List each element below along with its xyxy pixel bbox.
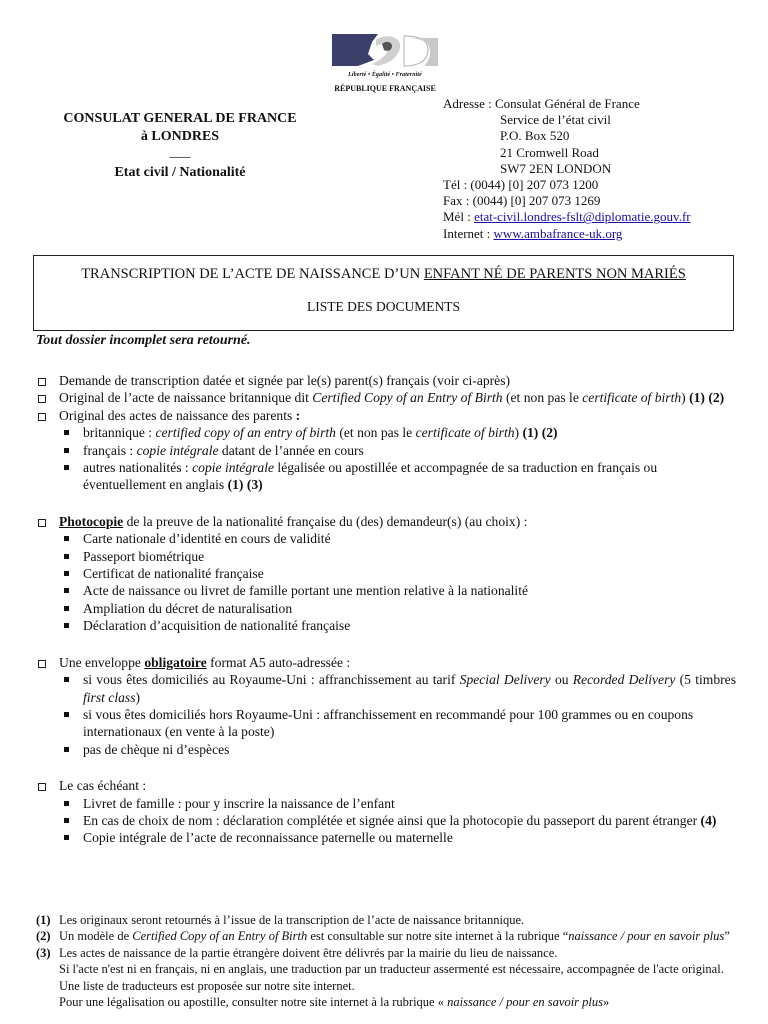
sub-list-item: En cas de choix de nom : déclaration complétée et signée ainsi que la photocopie du passeport du parent étranger (4) bbox=[36, 812, 736, 829]
checkbox-bullet-icon bbox=[38, 378, 46, 386]
square-bullet-icon bbox=[64, 588, 69, 593]
sub-list-item: britannique : certified copy of an entry of birth (et non pas le certificate of birth) (1) (2) bbox=[36, 424, 736, 441]
service-name: Etat civil / Nationalité bbox=[114, 165, 246, 180]
email-row bbox=[443, 209, 691, 225]
square-bullet-icon bbox=[64, 747, 69, 752]
sub-list-item: Certificat de nationalité française bbox=[36, 565, 736, 582]
list-item: Demande de transcription datée et signée par le(s) parent(s) français (voir ci-après) bbox=[36, 372, 736, 389]
address-block bbox=[443, 96, 691, 242]
republique-francaise-text: RÉPUBLIQUE FRANÇAISE bbox=[334, 84, 436, 93]
document-title bbox=[34, 266, 733, 283]
sub-list-item: si vous êtes domiciliés hors Royaume-Uni : affranchissement en recommandé pour 100 grammes ou en coupons internationaux (en vente à la poste) bbox=[36, 706, 736, 741]
consulate-name: CONSULAT GENERAL DE FRANCE bbox=[63, 111, 297, 126]
list-item: Le cas échéant : bbox=[36, 777, 736, 794]
title-underlined: ENFANT NÉ DE PARENTS NON MARIÉS bbox=[423, 266, 686, 282]
address-line: P.O. Box 520 bbox=[500, 128, 570, 144]
list-item: Photocopie de la preuve de la nationalité française du (des) demandeur(s) (au choix) : bbox=[36, 513, 736, 530]
sub-list-item: Carte nationale d’identité en cours de validité bbox=[36, 530, 736, 547]
sub-list-item: français : copie intégrale datant de l’année en cours bbox=[36, 442, 736, 459]
warning-text: Tout dossier incomplet sera retourné. bbox=[36, 333, 251, 348]
consulate-city: à LONDRES bbox=[140, 129, 220, 144]
title-box bbox=[33, 255, 734, 331]
address-label: Adresse : Consulat Général de France bbox=[443, 96, 640, 111]
sub-list-item: Ampliation du décret de naturalisation bbox=[36, 600, 736, 617]
sub-list-item: pas de chèque ni d’espèces bbox=[36, 741, 736, 758]
marianne-logo bbox=[328, 30, 442, 96]
footnotes bbox=[36, 912, 736, 1010]
footnote: (1) Les originaux seront retournés à l’issue de la transcription de l’acte de naissance britannique. bbox=[36, 913, 525, 927]
square-bullet-icon bbox=[64, 818, 69, 823]
document-subtitle: LISTE DES DOCUMENTS bbox=[306, 299, 460, 314]
list-item: Une enveloppe obligatoire format A5 auto-adressée : bbox=[36, 654, 736, 671]
email-label: Mél : bbox=[443, 209, 475, 225]
website-link[interactable]: www.ambafrance-uk.org bbox=[493, 225, 623, 241]
address-line: SW7 2EN LONDON bbox=[500, 160, 612, 176]
email-link[interactable]: etat-civil.londres-fslt@diplomatie.gouv.fr bbox=[474, 209, 691, 225]
header-separator: ___ bbox=[169, 145, 191, 160]
square-bullet-icon bbox=[64, 465, 69, 470]
checkbox-bullet-icon bbox=[38, 660, 46, 668]
square-bullet-icon bbox=[64, 430, 69, 435]
footnote: (3) Les actes de naissance de la partie étrangère doivent être délivrés par la mairie du lieu de naissance. Si l'acte n'est ni en français, ni en anglais, une traduction par un traducteur assermenté est nécessaire, accompagnée de l'acte original. Une liste de traducteurs est proposée sur notre site internet. Pour une légalisation ou apostille, consulter notre site internet à la rubrique « naissance / pour en savoir plus» bbox=[36, 945, 724, 1010]
sub-list-item: Copie intégrale de l’acte de reconnaissance paternelle ou maternelle bbox=[36, 829, 736, 846]
consulate-header bbox=[40, 110, 320, 182]
square-bullet-icon bbox=[64, 448, 69, 453]
square-bullet-icon bbox=[64, 571, 69, 576]
square-bullet-icon bbox=[64, 554, 69, 559]
fax: Fax : (0044) [0] 207 073 1269 bbox=[443, 193, 601, 209]
checkbox-bullet-icon bbox=[38, 395, 46, 403]
square-bullet-icon bbox=[64, 712, 69, 717]
footnote-number: (2) bbox=[36, 929, 51, 944]
title-prefix: TRANSCRIPTION DE L’ACTE DE NAISSANCE D’UN bbox=[81, 266, 424, 282]
square-bullet-icon bbox=[64, 801, 69, 806]
sub-list-item: Livret de famille : pour y inscrire la naissance de l’enfant bbox=[36, 795, 736, 812]
sub-list-item: si vous êtes domiciliés au Royaume-Uni : affranchissement au tarif Special Delivery ou Recorded Delivery (5 timbres first class) bbox=[36, 671, 736, 706]
footnote: (2) Un modèle de Certified Copy of an Entry of Birth est consultable sur notre site internet à la rubrique “naissance / pour en savoir plus” bbox=[36, 929, 730, 944]
square-bullet-icon bbox=[64, 835, 69, 840]
document-list bbox=[36, 372, 736, 847]
internet-label: Internet : bbox=[443, 225, 494, 241]
sub-list-item: Déclaration d’acquisition de nationalité française bbox=[36, 617, 736, 634]
square-bullet-icon bbox=[64, 677, 69, 682]
list-item: Original de l’acte de naissance britannique dit Certified Copy of an Entry of Birth (et non pas le certificate of birth) (1) (2) bbox=[36, 389, 736, 406]
footnote-number: (3) bbox=[36, 945, 51, 960]
footnote-number: (1) bbox=[36, 913, 51, 927]
address-line: 21 Cromwell Road bbox=[500, 144, 599, 160]
checkbox-bullet-icon bbox=[38, 413, 46, 421]
checkbox-bullet-icon bbox=[38, 783, 46, 791]
square-bullet-icon bbox=[64, 623, 69, 628]
sub-list-item: Passeport biométrique bbox=[36, 548, 736, 565]
telephone: Tél : (0044) [0] 207 073 1200 bbox=[443, 177, 599, 193]
square-bullet-icon bbox=[64, 606, 69, 611]
checkbox-bullet-icon bbox=[38, 519, 46, 527]
square-bullet-icon bbox=[64, 536, 69, 541]
motto-text: Liberté • Égalité • Fraternité bbox=[348, 72, 422, 78]
sub-list-item: autres nationalités : copie intégrale légalisée ou apostillée et accompagnée de sa traduction en français ou éventuellement en anglais (1) (3) bbox=[36, 459, 736, 494]
list-item: Original des actes de naissance des parents : bbox=[36, 407, 736, 424]
marianne-icon bbox=[328, 30, 440, 68]
address-line: Service de l’état civil bbox=[500, 112, 611, 128]
sub-list-item: Acte de naissance ou livret de famille portant une mention relative à la nationalité bbox=[36, 582, 736, 599]
internet-row bbox=[443, 226, 691, 242]
